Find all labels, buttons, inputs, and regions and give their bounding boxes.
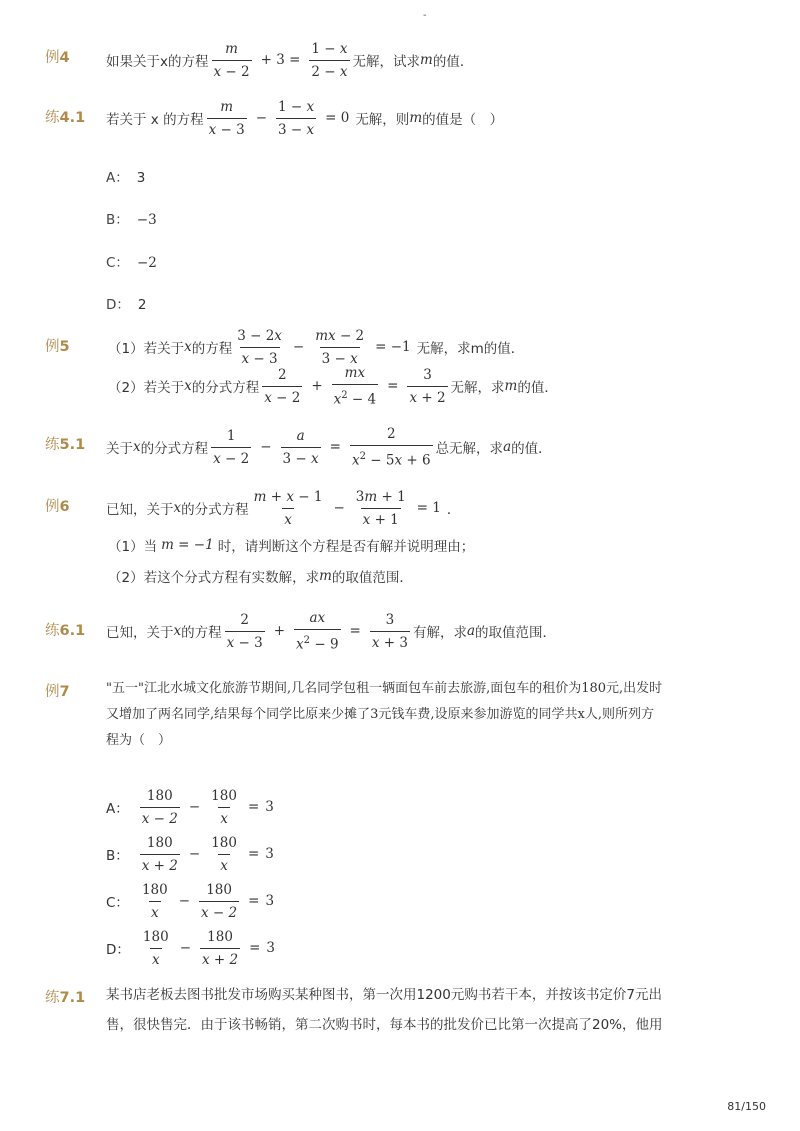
practice-4-1-text: 若关于 x 的方程 $\frac{m}{x - 3}$ − $\frac{1 - x}{3 - x}$ = 0 无解，则 m 的值是（ ） bbox=[106, 98, 504, 138]
practice-4-1-label: 练4.1 bbox=[45, 110, 86, 126]
example-5-line-1: （1）若关于 x 的方程 $\frac{3 - 2x}{x - 3}$ − $\frac{mx - 2}{3 - x}$ = −1 无解，求m的值． bbox=[108, 327, 525, 367]
example-6-line-3: （2）若这个分式方程有实数解，求 m 的取值范围． bbox=[108, 568, 413, 586]
fraction: $\frac{2}{x - 3}$ bbox=[226, 611, 263, 651]
example-5-line-2: （2）若关于 x 的分式方程 $\frac{2}{x - 2}$ + $\frac{mx}{x^2 - 4}$ = $\frac{3}{x + 2}$ 无解，求 m 的值． bbox=[108, 364, 558, 408]
option-d: D： 2 bbox=[106, 297, 147, 313]
fraction: $\frac{180}{x - 2}$ bbox=[141, 787, 178, 827]
option-d: D： $\frac{180}{x}$ − $\frac{180}{x + 2}$ = 3 bbox=[106, 928, 276, 968]
fraction: $\frac{3}{x + 2}$ bbox=[409, 366, 446, 406]
example-4-label: 例4 bbox=[45, 50, 70, 66]
example-4-text: 如果关于x的方程 $\frac{m}{x - 2}$ + 3 = $\frac{1 - x}{2 - x}$ 无解，试求 m 的值． bbox=[106, 40, 474, 80]
option-b: B： −3 bbox=[106, 212, 157, 228]
fraction: $\frac{3 - 2x}{x - 3}$ bbox=[237, 327, 282, 367]
example-6-text: 已知，关于 x 的分式方程 $\frac{m + x - 1}{x}$ − $\frac{3m + 1}{x + 1}$ = 1 ． bbox=[106, 488, 461, 528]
example-6-label: 例6 bbox=[45, 499, 70, 515]
practice-6-1-label: 练6.1 bbox=[45, 623, 86, 639]
fraction: $\frac{1 - x}{2 - x}$ bbox=[311, 40, 348, 80]
fraction: $\frac{180}{x + 2}$ bbox=[141, 834, 178, 874]
practice-7-1-text: 某书店老板去图书批发市场购买某种图书，第一次用1200元购书若干本，并按该书定价7元出 售，很快售完．由于该书畅销，第二次购书时，每本书的批发价已比第一次提高了20%，他用 bbox=[106, 987, 663, 1033]
option-b: B： $\frac{180}{x + 2}$ − $\frac{180}{x}$ = 3 bbox=[106, 834, 274, 874]
fraction: $\frac{2}{x^2 - 5x + 6}$ bbox=[351, 425, 431, 469]
page-number: 81/150 bbox=[727, 1100, 766, 1113]
fraction: $\frac{m}{x - 3}$ bbox=[208, 98, 245, 138]
fraction: $\frac{180}{x + 2}$ bbox=[202, 928, 239, 968]
fraction: $\frac{180}{x}$ bbox=[211, 834, 237, 874]
example-7-label: 例7 bbox=[45, 684, 70, 700]
fraction: $\frac{1}{x - 2}$ bbox=[213, 427, 250, 467]
fraction: $\frac{3m + 1}{x + 1}$ bbox=[355, 488, 406, 528]
top-mark: - bbox=[423, 10, 427, 21]
fraction: $\frac{3}{x + 3}$ bbox=[371, 611, 408, 651]
option-a: A： $\frac{180}{x - 2}$ − $\frac{180}{x}$ = 3 bbox=[106, 787, 274, 827]
fraction: $\frac{2}{x - 2}$ bbox=[264, 366, 301, 406]
practice-7-1-label: 练7.1 bbox=[45, 990, 86, 1006]
fraction: $\frac{mx - 2}{3 - x}$ bbox=[315, 327, 365, 367]
fraction: $\frac{a}{3 - x}$ bbox=[282, 427, 319, 467]
fraction: $\frac{m}{x - 2}$ bbox=[213, 40, 250, 80]
fraction: $\frac{ax}{x^2 - 9}$ bbox=[296, 609, 339, 653]
fraction: $\frac{mx}{x^2 - 4}$ bbox=[333, 364, 377, 408]
fraction: $\frac{1 - x}{3 - x}$ bbox=[278, 98, 315, 138]
practice-5-1-label: 练5.1 bbox=[45, 437, 86, 453]
practice-5-1-text: 关于 x 的分式方程 $\frac{1}{x - 2}$ − $\frac{a}{3 - x}$ = $\frac{2}{x^2 - 5x + 6}$ 总无解，求 a 的值． bbox=[106, 425, 552, 469]
option-c: C： −2 bbox=[106, 255, 157, 271]
fraction: $\frac{180}{x}$ bbox=[211, 787, 237, 827]
fraction: $\frac{180}{x}$ bbox=[141, 881, 168, 921]
option-c: C： $\frac{180}{x}$ − $\frac{180}{x - 2}$ = 3 bbox=[106, 881, 275, 921]
fraction: $\frac{180}{x - 2}$ bbox=[201, 881, 238, 921]
option-a: A： 3 bbox=[106, 170, 146, 186]
fraction: $\frac{m + x - 1}{x}$ bbox=[253, 488, 323, 528]
fraction: $\frac{180}{x}$ bbox=[142, 928, 169, 968]
example-7-text: "五一"江北水城文化旅游节期间,几名同学包租一辆面包车前去旅游,面包车的租价为180元,出发时 又增加了两名同学,结果每个同学比原来少摊了3元钱车费,设原来参加游览的同学共x人,则所列方 程为（ ） bbox=[106, 681, 663, 748]
example-6-line-2: （1）当 m = −1 时，请判断这个方程是否有解并说明理由； bbox=[108, 537, 475, 555]
example-5-label: 例5 bbox=[45, 339, 70, 355]
practice-6-1-text: 已知，关于 x 的方程 $\frac{2}{x - 3}$ + $\frac{ax}{x^2 - 9}$ = $\frac{3}{x + 3}$ 有解，求 a 的取值范围． bbox=[106, 609, 557, 653]
